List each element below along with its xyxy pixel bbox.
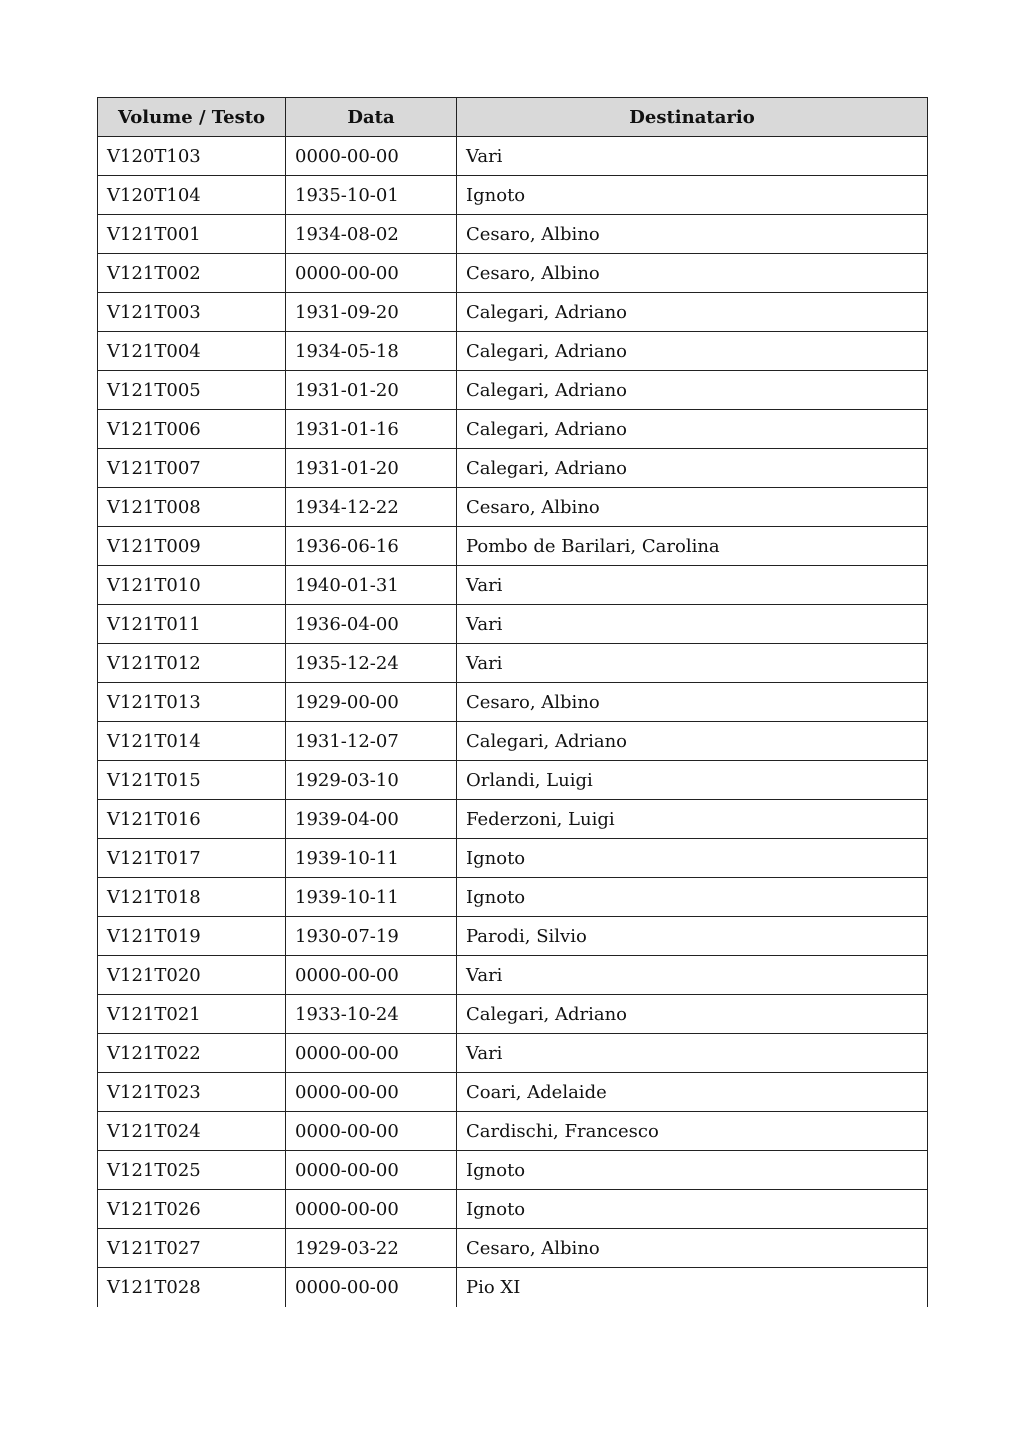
cell-volume-testo: V121T012 [98, 644, 286, 683]
cell-data: 1940-01-31 [286, 566, 457, 605]
cell-volume-testo: V121T003 [98, 293, 286, 332]
table-row [98, 878, 928, 917]
cell-destinatario: Calegari, Adriano [457, 371, 928, 410]
table-row [98, 410, 928, 449]
cell-data: 0000-00-00 [286, 1190, 457, 1229]
table-row [98, 917, 928, 956]
cell-volume-testo: V121T009 [98, 527, 286, 566]
cell-data: 1931-12-07 [286, 722, 457, 761]
cell-destinatario: Ignoto [457, 1151, 928, 1190]
cell-data: 0000-00-00 [286, 956, 457, 995]
cell-destinatario: Vari [457, 1034, 928, 1073]
cell-data: 0000-00-00 [286, 137, 457, 176]
table-row [98, 722, 928, 761]
cell-volume-testo: V121T006 [98, 410, 286, 449]
table-row [98, 1112, 928, 1151]
cell-data: 0000-00-00 [286, 1112, 457, 1151]
cell-destinatario: Calegari, Adriano [457, 410, 928, 449]
cell-volume-testo: V121T015 [98, 761, 286, 800]
cell-volume-testo: V121T004 [98, 332, 286, 371]
cell-data: 1933-10-24 [286, 995, 457, 1034]
table-row [98, 1034, 928, 1073]
table-row [98, 332, 928, 371]
cell-destinatario: Parodi, Silvio [457, 917, 928, 956]
cell-volume-testo: V121T013 [98, 683, 286, 722]
table-header-row [98, 98, 928, 137]
cell-destinatario: Calegari, Adriano [457, 332, 928, 371]
header-data: Data [286, 98, 457, 137]
cell-volume-testo: V121T008 [98, 488, 286, 527]
table-row [98, 1190, 928, 1229]
cell-volume-testo: V121T002 [98, 254, 286, 293]
table-row [98, 293, 928, 332]
table-row [98, 488, 928, 527]
table-row [98, 644, 928, 683]
cell-data: 1939-04-00 [286, 800, 457, 839]
cell-destinatario: Vari [457, 644, 928, 683]
cell-data: 1931-01-16 [286, 410, 457, 449]
cell-destinatario: Calegari, Adriano [457, 722, 928, 761]
table-row [98, 839, 928, 878]
cell-data: 0000-00-00 [286, 1268, 457, 1307]
table-body [98, 137, 928, 1307]
cell-data: 0000-00-00 [286, 1151, 457, 1190]
cell-volume-testo: V121T018 [98, 878, 286, 917]
table-row [98, 956, 928, 995]
cell-destinatario: Vari [457, 956, 928, 995]
cell-data: 1929-03-10 [286, 761, 457, 800]
cell-destinatario: Coari, Adelaide [457, 1073, 928, 1112]
cell-volume-testo: V121T026 [98, 1190, 286, 1229]
cell-destinatario: Cesaro, Albino [457, 488, 928, 527]
cell-destinatario: Cesaro, Albino [457, 254, 928, 293]
cell-volume-testo: V121T024 [98, 1112, 286, 1151]
cell-volume-testo: V121T007 [98, 449, 286, 488]
letters-table [97, 97, 928, 1307]
cell-destinatario: Calegari, Adriano [457, 449, 928, 488]
cell-volume-testo: V121T016 [98, 800, 286, 839]
header-destinatario: Destinatario [457, 98, 928, 137]
cell-destinatario: Cesaro, Albino [457, 1229, 928, 1268]
cell-destinatario: Calegari, Adriano [457, 293, 928, 332]
cell-destinatario: Orlandi, Luigi [457, 761, 928, 800]
cell-volume-testo: V121T005 [98, 371, 286, 410]
cell-volume-testo: V121T020 [98, 956, 286, 995]
cell-data: 1931-01-20 [286, 371, 457, 410]
cell-destinatario: Federzoni, Luigi [457, 800, 928, 839]
table-row [98, 1268, 928, 1307]
cell-data: 1930-07-19 [286, 917, 457, 956]
cell-volume-testo: V120T104 [98, 176, 286, 215]
cell-destinatario: Ignoto [457, 878, 928, 917]
cell-volume-testo: V121T027 [98, 1229, 286, 1268]
table-row [98, 215, 928, 254]
cell-data: 1935-12-24 [286, 644, 457, 683]
table-row [98, 1151, 928, 1190]
cell-destinatario: Calegari, Adriano [457, 995, 928, 1034]
cell-volume-testo: V121T022 [98, 1034, 286, 1073]
cell-volume-testo: V121T001 [98, 215, 286, 254]
cell-destinatario: Cesaro, Albino [457, 215, 928, 254]
table-row [98, 176, 928, 215]
cell-volume-testo: V121T011 [98, 605, 286, 644]
cell-data: 1931-01-20 [286, 449, 457, 488]
cell-volume-testo: V121T023 [98, 1073, 286, 1112]
table-row [98, 566, 928, 605]
cell-destinatario: Vari [457, 566, 928, 605]
cell-destinatario: Cardischi, Francesco [457, 1112, 928, 1151]
header-volume-testo: Volume / Testo [98, 98, 286, 137]
table-row [98, 449, 928, 488]
cell-data: 1939-10-11 [286, 839, 457, 878]
cell-volume-testo: V121T025 [98, 1151, 286, 1190]
cell-destinatario: Vari [457, 137, 928, 176]
table-row [98, 527, 928, 566]
cell-data: 1929-03-22 [286, 1229, 457, 1268]
cell-volume-testo: V120T103 [98, 137, 286, 176]
table-row [98, 137, 928, 176]
cell-destinatario: Ignoto [457, 176, 928, 215]
cell-volume-testo: V121T019 [98, 917, 286, 956]
cell-data: 1936-04-00 [286, 605, 457, 644]
cell-data: 1929-00-00 [286, 683, 457, 722]
table-row [98, 800, 928, 839]
table-row [98, 254, 928, 293]
cell-data: 1934-08-02 [286, 215, 457, 254]
cell-data: 1934-12-22 [286, 488, 457, 527]
table-row [98, 605, 928, 644]
table-row [98, 683, 928, 722]
cell-destinatario: Ignoto [457, 839, 928, 878]
cell-data: 1935-10-01 [286, 176, 457, 215]
cell-volume-testo: V121T017 [98, 839, 286, 878]
cell-data: 1936-06-16 [286, 527, 457, 566]
cell-data: 0000-00-00 [286, 254, 457, 293]
cell-destinatario: Pombo de Barilari, Carolina [457, 527, 928, 566]
cell-volume-testo: V121T010 [98, 566, 286, 605]
cell-data: 0000-00-00 [286, 1073, 457, 1112]
table-row [98, 1073, 928, 1112]
cell-destinatario: Ignoto [457, 1190, 928, 1229]
cell-data: 1939-10-11 [286, 878, 457, 917]
cell-data: 0000-00-00 [286, 1034, 457, 1073]
cell-volume-testo: V121T021 [98, 995, 286, 1034]
table-row [98, 371, 928, 410]
cell-destinatario: Vari [457, 605, 928, 644]
table-row [98, 1229, 928, 1268]
cell-data: 1931-09-20 [286, 293, 457, 332]
cell-volume-testo: V121T014 [98, 722, 286, 761]
cell-destinatario: Cesaro, Albino [457, 683, 928, 722]
table-row [98, 995, 928, 1034]
cell-volume-testo: V121T028 [98, 1268, 286, 1307]
cell-data: 1934-05-18 [286, 332, 457, 371]
table-row [98, 761, 928, 800]
cell-destinatario: Pio XI [457, 1268, 928, 1307]
